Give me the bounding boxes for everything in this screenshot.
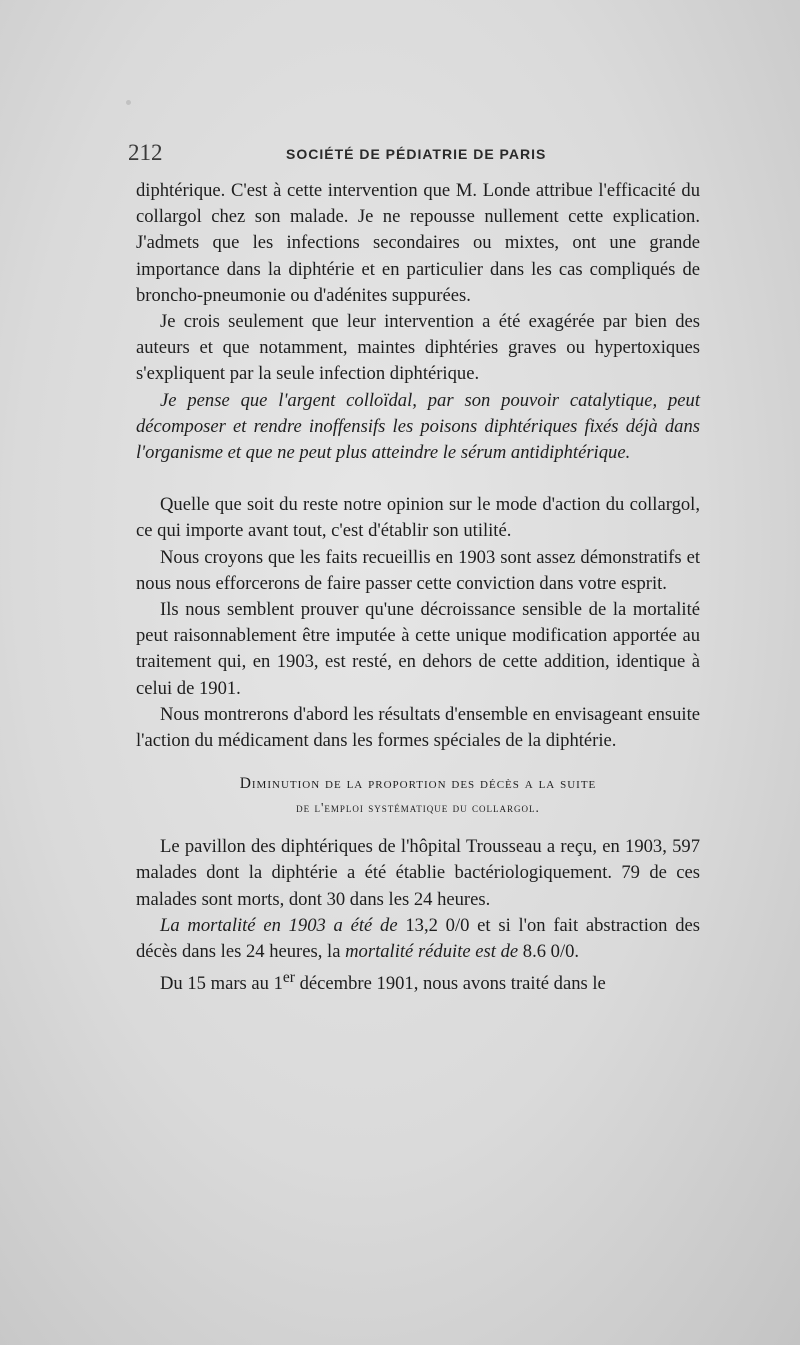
text-span: décembre 1901, nous avons traité dans le xyxy=(299,973,606,995)
paragraph: Le pavillon des diphtériques de l'hôpital Trousseau a reçu, en 1903, 597 malades dont la diphtérie a été établie bactériologiquement. 79 de ces malades sont morts, dont 30 dans les 24 heures. xyxy=(136,836,700,910)
paragraph: Je crois seulement que leur intervention a été exagérée par bien des auteurs et que notamment, maintes diphtéries graves ou hypertoxiques s'expliquent par la seule infection diphtérique. xyxy=(136,311,700,385)
running-head: SOCIÉTÉ DE PÉDIATRIE DE PARIS xyxy=(286,146,547,162)
paragraph-final xyxy=(136,965,700,997)
paragraph-mortality xyxy=(136,913,700,965)
paragraph: Quelle que soit du reste notre opinion sur le mode d'action du collargol, ce qui importe avant tout, c'est d'établir son utilité. xyxy=(136,494,700,542)
text-span: 8.6 0/0. xyxy=(522,941,580,963)
text-span: Du 15 mars au 1 xyxy=(160,973,283,995)
body-text xyxy=(136,178,700,998)
page-number: 212 xyxy=(128,140,163,165)
paragraph: Ils nous semblent prouver qu'une décroissance sensible de la mortalité peut raisonnablement être imputée à cette unique modification apportée au traitement qui, en 1903, est resté, en dehors de cette addition, identique à celui de 1901. xyxy=(136,599,700,699)
italic-paragraph: Je pense que l'argent colloïdal, par son pouvoir catalytique, peut décomposer et rendre inoffensifs les poisons diphtériques fixés déjà dans l'organisme et que ne peut plus atteindre le sérum antidiphtérique. xyxy=(136,389,700,464)
section-heading-line-2: de l'emploi systématique du collargol. xyxy=(296,800,540,816)
italic-phrase: La mortalité en 1903 a été de xyxy=(160,914,398,936)
section-heading xyxy=(136,772,700,820)
paragraph: Nous montrerons d'abord les résultats d'ensemble en envisageant ensuite l'action du médicament dans les formes spéciales de la diphtérie. xyxy=(136,703,700,752)
superscript: er xyxy=(282,969,295,987)
ink-smudge xyxy=(126,100,131,105)
italic-phrase: mortalité réduite est de xyxy=(345,941,519,963)
section-heading-line-1: Diminution de la proportion des décès a la suite xyxy=(239,775,597,793)
paragraph-continuation: diphtérique. C'est à cette intervention que M. Londe attribue l'efficacité du collargol chez son malade. Je ne repousse nullement cette explication. J'admets que les infections secondaires ou mixtes, ont une grande importance dans la diphtérie et en particulier dans les cas compliqués de broncho-pneumonie ou d'adénites suppurées. xyxy=(136,180,700,306)
page-header xyxy=(128,140,700,176)
text-span: 13,2 0/0 et si l'on fait abstraction des décès dans les 24 heures, la xyxy=(136,914,700,963)
paragraph: Nous croyons que les faits recueillis en 1903 sont assez démonstratifs et nous nous efforcerons de faire passer cette conviction dans votre esprit. xyxy=(136,546,700,594)
